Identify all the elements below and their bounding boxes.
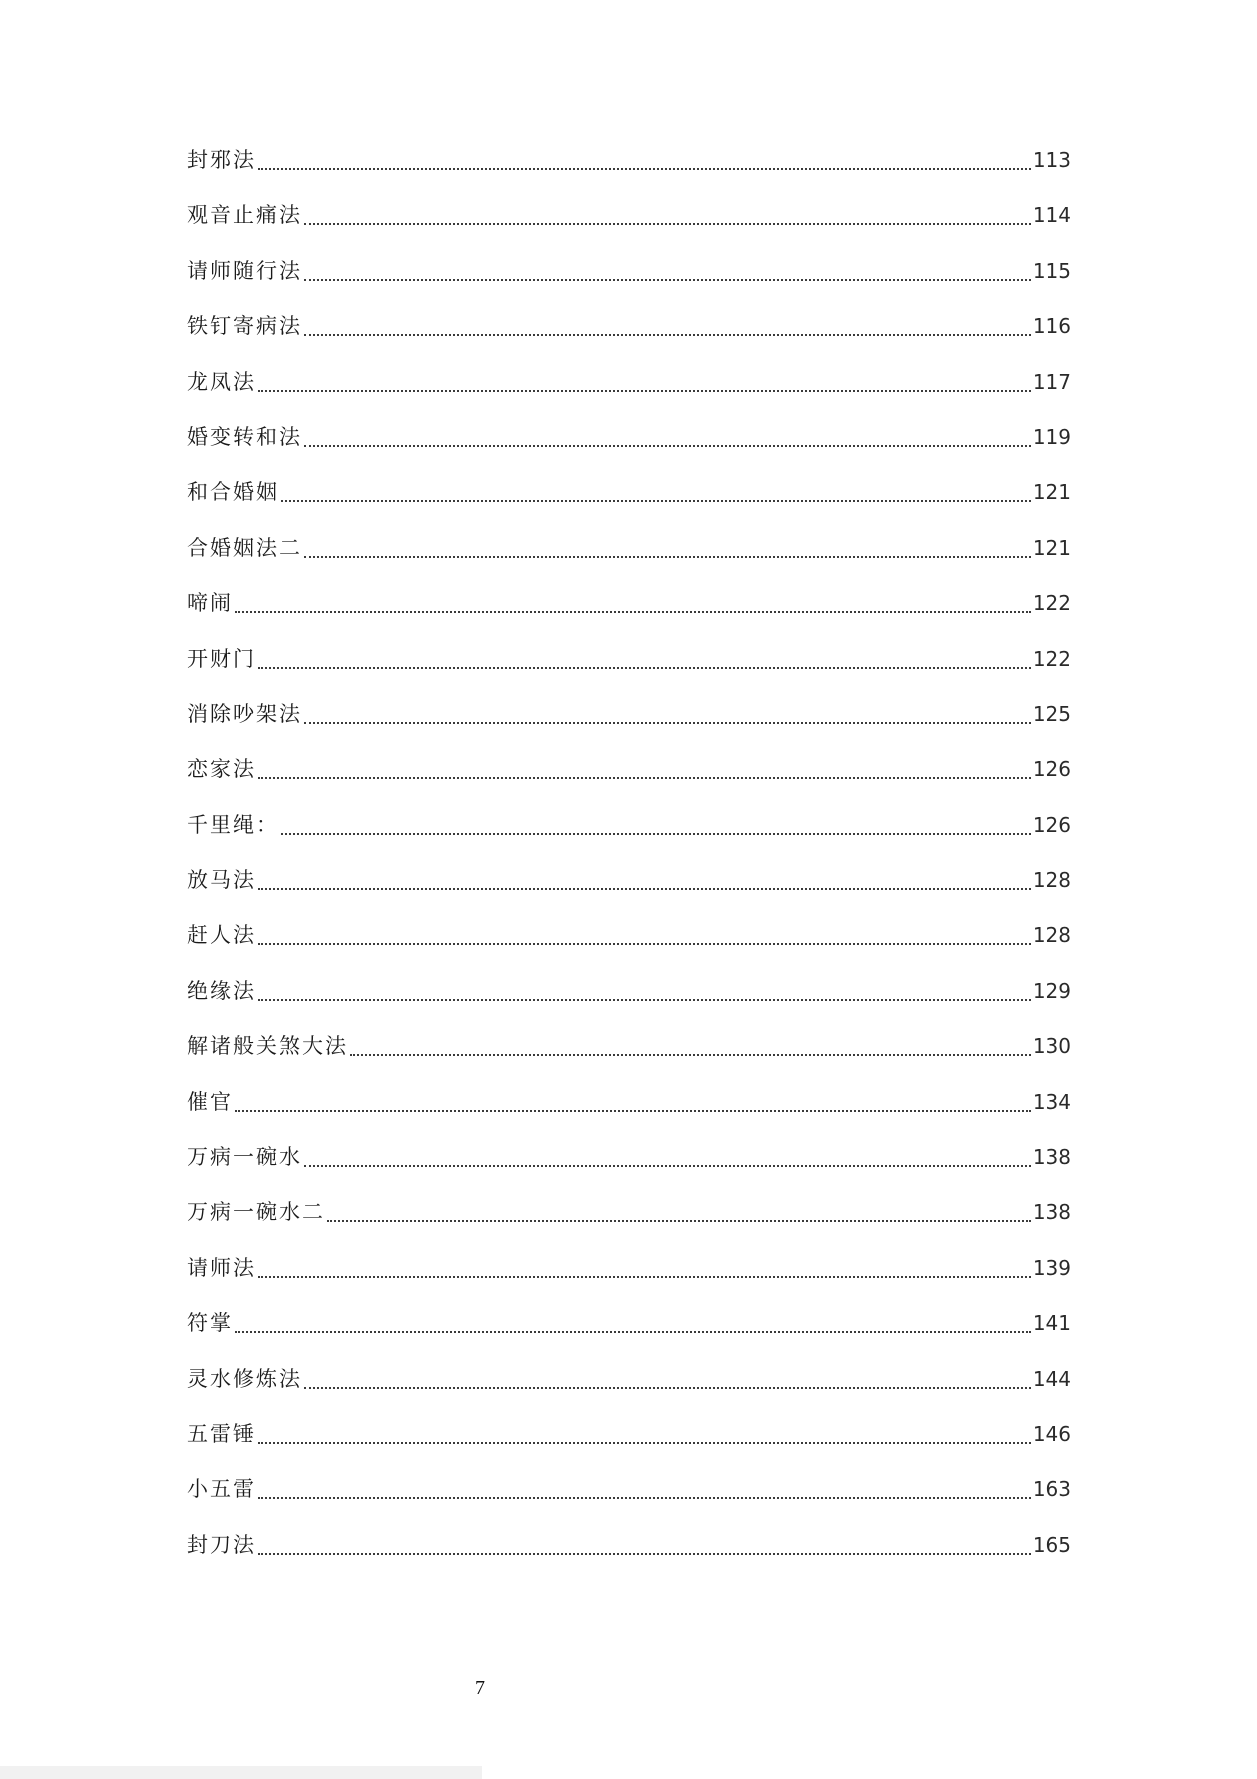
toc-entry-title: 灵水修炼法 xyxy=(187,1366,302,1391)
toc-entry xyxy=(187,1144,1071,1199)
toc-entry xyxy=(187,1033,1071,1088)
toc-dot-leader xyxy=(281,480,1031,502)
toc-entry-page: 125 xyxy=(1032,701,1071,726)
toc-entry xyxy=(187,978,1071,1033)
toc-entry-page: 122 xyxy=(1032,591,1071,616)
toc-dot-leader xyxy=(281,813,1031,835)
bottom-scan-strip xyxy=(0,1766,482,1779)
toc-entry xyxy=(187,1421,1071,1476)
toc-entry-title: 封邪法 xyxy=(187,148,256,172)
toc-entry-page: 138 xyxy=(1032,1145,1071,1170)
toc-entry-page: 165 xyxy=(1032,1532,1071,1557)
toc-dot-leader xyxy=(327,1200,1031,1222)
toc-entry xyxy=(187,646,1071,701)
toc-dot-leader xyxy=(304,259,1031,281)
toc-entry-title: 赶人法 xyxy=(187,923,256,948)
toc-dot-leader xyxy=(258,1256,1031,1278)
toc-entry xyxy=(187,1199,1071,1254)
toc-entry xyxy=(187,701,1071,756)
toc-dot-leader xyxy=(304,1145,1031,1167)
toc-entry-title: 开财门 xyxy=(187,646,256,671)
toc-entry xyxy=(187,812,1071,867)
toc-dot-leader xyxy=(304,425,1031,447)
toc-entry xyxy=(187,1366,1071,1421)
toc-entry xyxy=(187,147,1071,202)
toc-dot-leader xyxy=(258,923,1031,945)
toc-entry-page: 126 xyxy=(1032,757,1071,782)
toc-entry xyxy=(187,202,1071,257)
toc-entry-page: 114 xyxy=(1032,203,1071,228)
toc-entry-title: 解诸般关煞大法 xyxy=(187,1034,348,1059)
page-number: 7 xyxy=(475,1677,485,1699)
toc-entry-title: 封刀法 xyxy=(187,1532,256,1557)
toc-entry-title: 消除吵架法 xyxy=(187,701,302,726)
toc-entry-title: 五雷锤 xyxy=(187,1421,256,1446)
toc-entry-page: 141 xyxy=(1032,1311,1071,1336)
toc-entry xyxy=(187,1310,1071,1365)
toc-entry-title: 恋家法 xyxy=(187,757,256,782)
toc-dot-leader xyxy=(258,1533,1031,1555)
toc-dot-leader xyxy=(258,757,1031,779)
toc-entry-title: 万病一碗水二 xyxy=(187,1200,325,1225)
toc-entry-title: 啼闹 xyxy=(187,591,233,616)
toc-entry-page: 138 xyxy=(1032,1200,1071,1225)
toc-entry-title: 铁钉寄病法 xyxy=(187,314,302,339)
toc-entry-page: 121 xyxy=(1032,535,1071,560)
toc-entry xyxy=(187,258,1071,313)
toc-entry-page: 117 xyxy=(1032,369,1071,394)
table-of-contents xyxy=(187,147,1071,1587)
toc-entry-title: 千里绳： xyxy=(187,812,279,837)
toc-entry-page: 113 xyxy=(1032,148,1071,172)
toc-dot-leader xyxy=(258,370,1031,392)
toc-dot-leader xyxy=(304,702,1031,724)
toc-dot-leader xyxy=(350,1034,1031,1056)
toc-entry xyxy=(187,369,1071,424)
toc-entry-page: 128 xyxy=(1032,923,1071,948)
toc-entry-title: 符掌 xyxy=(187,1311,233,1336)
toc-dot-leader xyxy=(235,591,1031,613)
toc-entry xyxy=(187,1255,1071,1310)
toc-dot-leader xyxy=(258,1422,1031,1444)
toc-entry-page: 129 xyxy=(1032,978,1071,1003)
toc-entry xyxy=(187,590,1071,645)
toc-entry-title: 绝缘法 xyxy=(187,978,256,1003)
toc-entry-title: 请师随行法 xyxy=(187,258,302,283)
toc-entry-page: 144 xyxy=(1032,1366,1071,1391)
toc-dot-leader xyxy=(258,868,1031,890)
toc-dot-leader xyxy=(235,1311,1031,1333)
toc-dot-leader xyxy=(235,1090,1031,1112)
toc-entry-title: 小五雷 xyxy=(187,1477,256,1502)
toc-dot-leader xyxy=(304,1367,1031,1389)
toc-entry-title: 放马法 xyxy=(187,868,256,893)
toc-entry-title: 请师法 xyxy=(187,1255,256,1280)
toc-entry-title: 合婚姻法二 xyxy=(187,535,302,560)
toc-entry-page: 130 xyxy=(1032,1034,1071,1059)
toc-entry-page: 139 xyxy=(1032,1255,1071,1280)
toc-dot-leader xyxy=(258,647,1031,669)
toc-entry xyxy=(187,1532,1071,1587)
toc-entry-page: 122 xyxy=(1032,646,1071,671)
toc-dot-leader xyxy=(258,148,1031,170)
toc-entry-page: 163 xyxy=(1032,1477,1071,1502)
toc-dot-leader xyxy=(258,1477,1031,1499)
toc-entry-title: 和合婚姻 xyxy=(187,480,279,505)
toc-entry-page: 121 xyxy=(1032,480,1071,505)
toc-entry xyxy=(187,424,1071,479)
toc-entry xyxy=(187,756,1071,811)
toc-entry-title: 万病一碗水 xyxy=(187,1145,302,1170)
toc-entry xyxy=(187,867,1071,922)
toc-entry-page: 116 xyxy=(1032,314,1071,339)
toc-dot-leader xyxy=(304,314,1031,336)
toc-entry xyxy=(187,1476,1071,1531)
toc-entry-page: 146 xyxy=(1032,1421,1071,1446)
toc-entry-page: 128 xyxy=(1032,868,1071,893)
toc-entry-title: 婚变转和法 xyxy=(187,424,302,449)
toc-entry xyxy=(187,922,1071,977)
toc-entry xyxy=(187,479,1071,534)
toc-entry-page: 126 xyxy=(1032,812,1071,837)
toc-entry-page: 115 xyxy=(1032,258,1071,283)
toc-entry-title: 催官 xyxy=(187,1089,233,1114)
toc-entry xyxy=(187,1089,1071,1144)
toc-entry-title: 观音止痛法 xyxy=(187,203,302,228)
toc-dot-leader xyxy=(304,203,1031,225)
toc-entry-title: 龙凤法 xyxy=(187,369,256,394)
toc-dot-leader xyxy=(304,536,1031,558)
toc-entry xyxy=(187,313,1071,368)
toc-entry-page: 119 xyxy=(1032,424,1071,449)
toc-entry-page: 134 xyxy=(1032,1089,1071,1114)
toc-dot-leader xyxy=(258,979,1031,1001)
toc-entry xyxy=(187,535,1071,590)
